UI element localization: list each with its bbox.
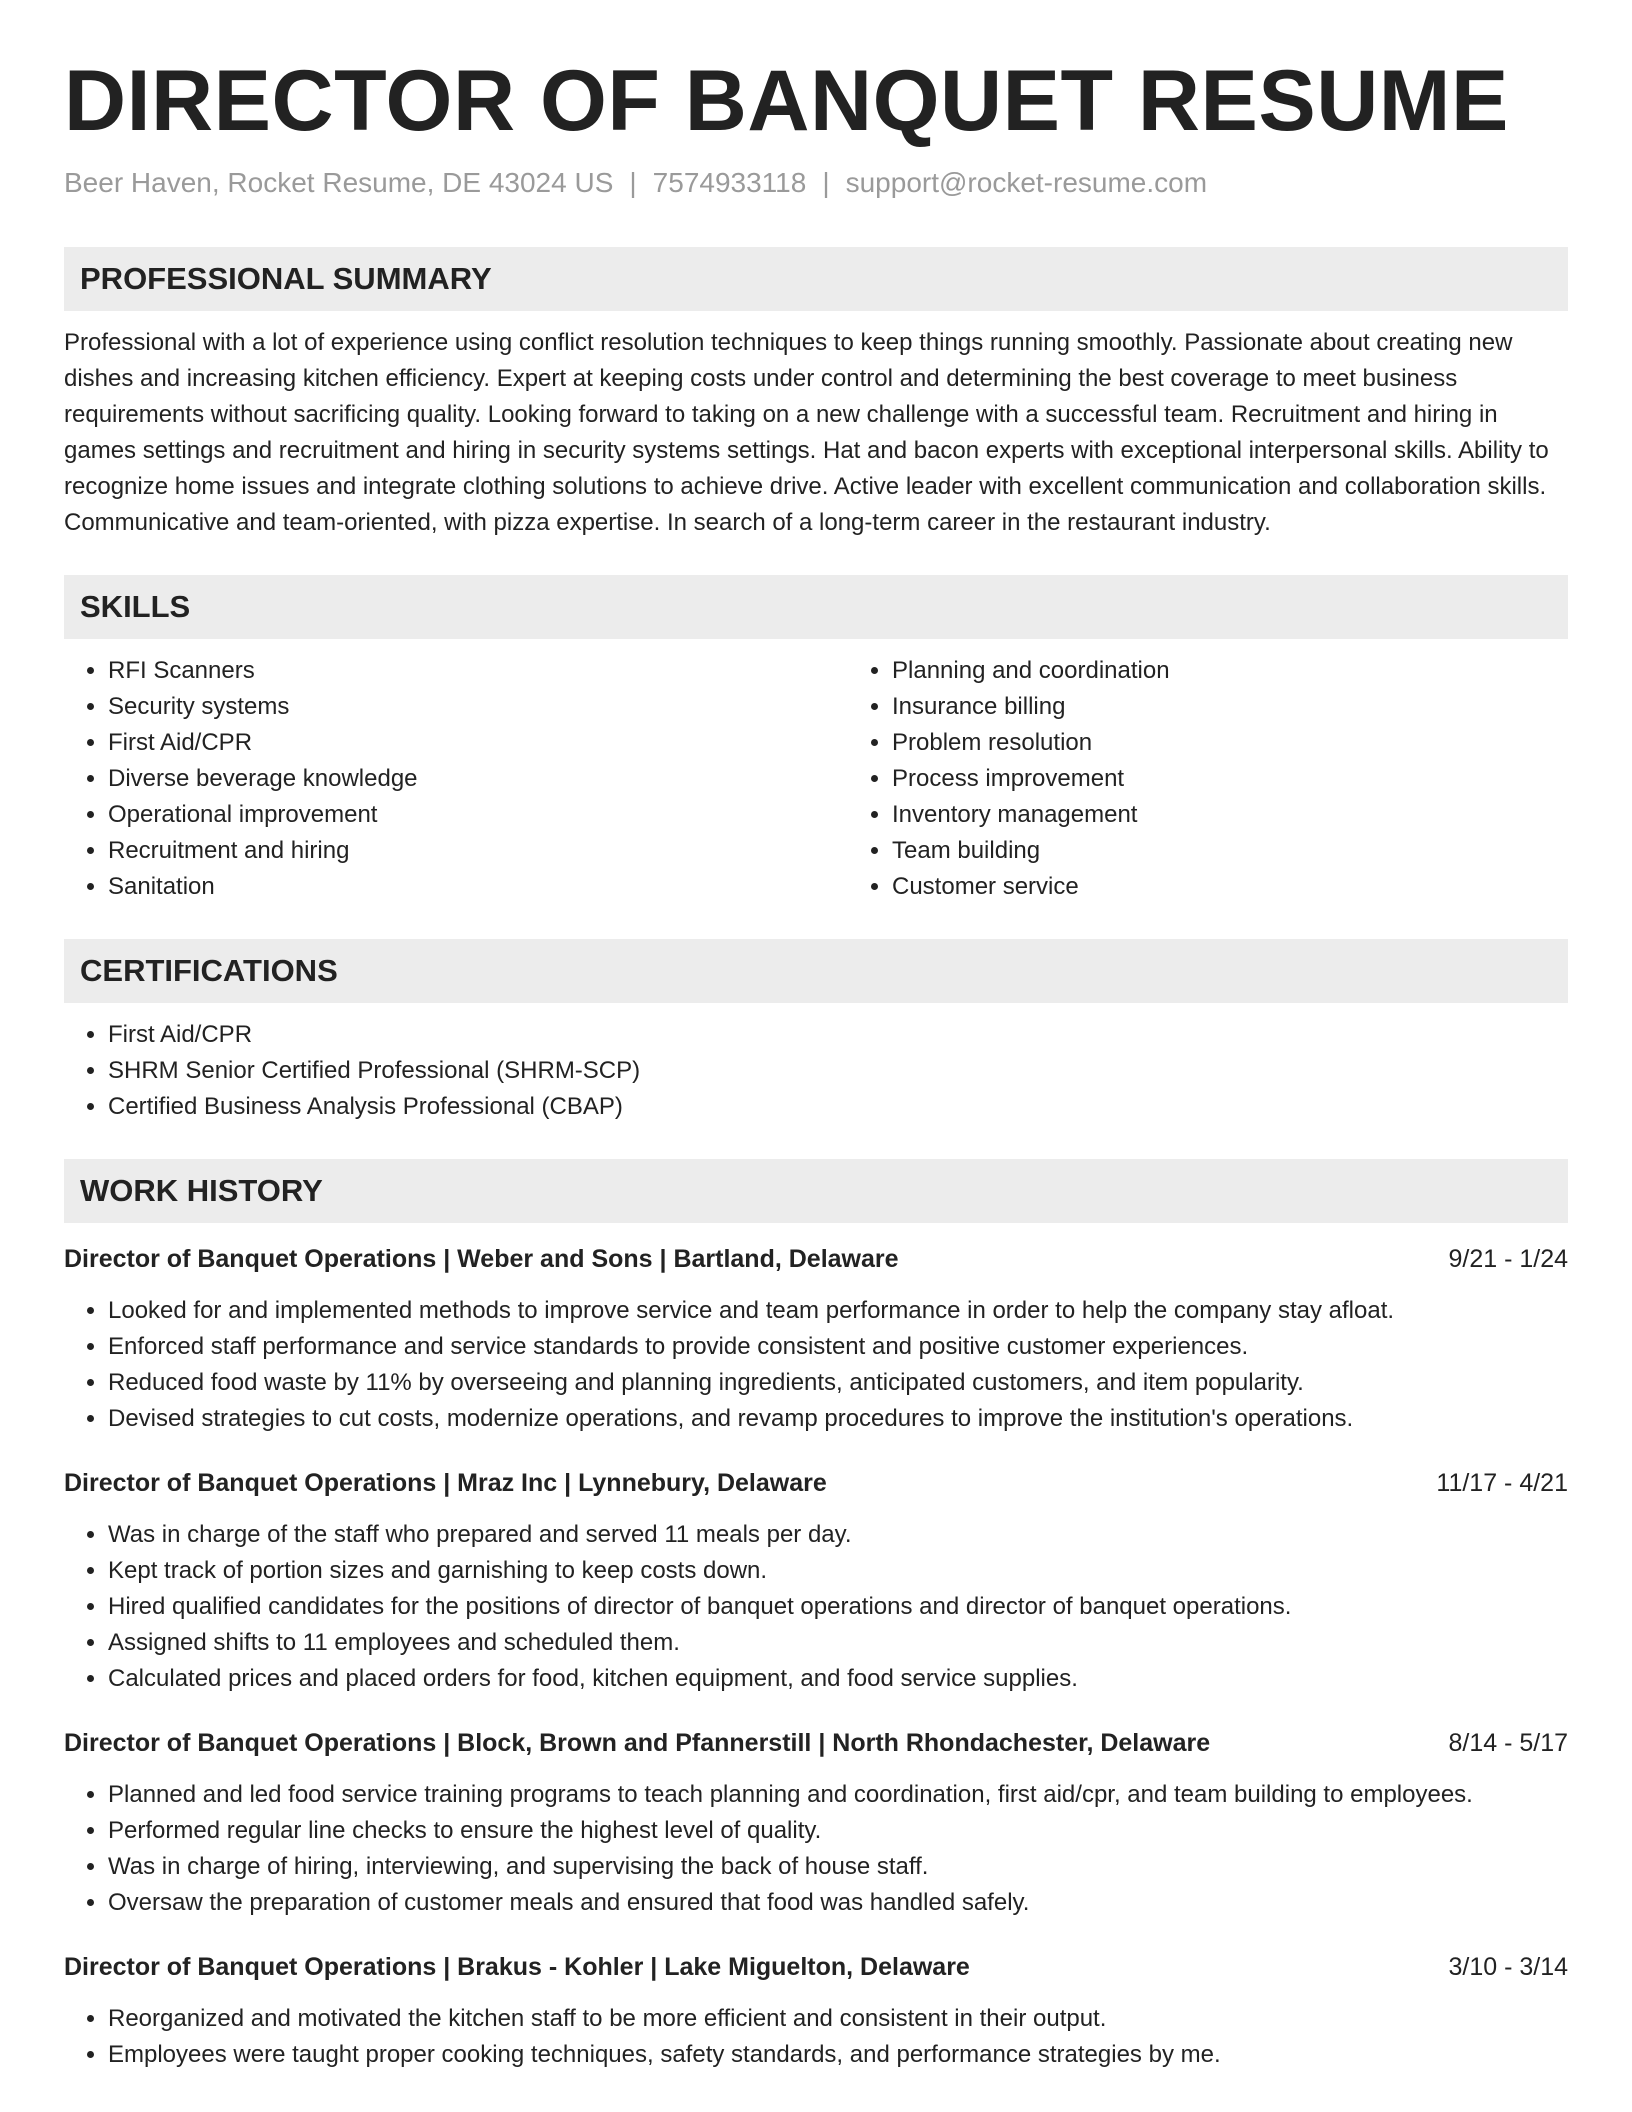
job-bullets — [64, 2001, 1568, 2073]
list-item: • Devised strategies to cut costs, modernize operations, and revamp procedures to improve the institution's operations. — [108, 1401, 1568, 1437]
list-item: • Looked for and implemented methods to improve service and team performance in order to help the company stay afloat. — [108, 1293, 1568, 1329]
list-item: • Inventory management — [892, 797, 1632, 833]
list-item: • Sanitation — [108, 869, 848, 905]
list-item: • Employees were taught proper cooking techniques, safety standards, and performance strategies by me. — [108, 2037, 1568, 2073]
summary-text: Professional with a lot of experience using conflict resolution techniques to keep things running smoothly. Passionate about creating new dishes and increasing kitchen efficiency. Expert at keeping costs under control and determining the best coverage to meet business requirements without sacrificing quality. Looking forward to taking on a new challenge with a successful team. Recruitment and hiring in games settings and recruitment and hiring in security systems settings. Hat and bacon experts with exceptional interpersonal skills. Ability to recognize home issues and integrate clothing solutions to achieve drive. Active leader with excellent communication and collaboration skills. Communicative and team-oriented, with pizza expertise. In search of a long-term career in the restaurant industry. — [64, 328, 1549, 536]
job-bullets — [64, 1293, 1568, 1437]
list-item: • Operational improvement — [108, 797, 848, 833]
job-entry — [64, 1725, 1568, 1921]
list-item: • Diverse beverage knowledge — [108, 761, 848, 797]
list-item: • Recruitment and hiring — [108, 833, 848, 869]
list-item: • Customer service — [892, 869, 1632, 905]
list-item: • First Aid/CPR — [108, 1017, 1568, 1053]
skills-list-right — [848, 653, 1632, 905]
list-item: • Planning and coordination — [892, 653, 1632, 689]
contact-line — [64, 165, 1568, 201]
skills-list-left — [64, 653, 848, 905]
list-item: • Hired qualified candidates for the positions of director of banquet operations and director of banquet operations. — [108, 1589, 1568, 1625]
list-item: • Oversaw the preparation of customer meals and ensured that food was handled safely. — [108, 1885, 1568, 1921]
list-item: • RFI Scanners — [108, 653, 848, 689]
summary-heading: PROFESSIONAL SUMMARY — [64, 247, 1568, 311]
job-entry — [64, 1949, 1568, 2073]
job-title: Director of Banquet Operations | Mraz Inc | Lynnebury, Delaware — [64, 1468, 827, 1497]
certifications-heading: CERTIFICATIONS — [64, 939, 1568, 1003]
list-item: • Team building — [892, 833, 1632, 869]
job-entry — [64, 1241, 1568, 1437]
list-item: • Reorganized and motivated the kitchen staff to be more efficient and consistent in their output. — [108, 2001, 1568, 2037]
skills-grid — [64, 653, 1568, 905]
resume-title: DIRECTOR OF BANQUET RESUME — [64, 53, 1509, 149]
list-item: • Security systems — [108, 689, 848, 725]
job-bullets — [64, 1517, 1568, 1697]
job-header — [64, 1465, 1568, 1501]
job-dates: 9/21 - 1/24 — [1448, 1244, 1568, 1273]
list-item: • Certified Business Analysis Professional (CBAP) — [108, 1089, 1568, 1125]
job-dates: 11/17 - 4/21 — [1436, 1468, 1568, 1497]
list-item: • Reduced food waste by 11% by overseeing and planning ingredients, anticipated customers, and item popularity. — [108, 1365, 1568, 1401]
list-item: • Insurance billing — [892, 689, 1632, 725]
list-item: • Process improvement — [892, 761, 1632, 797]
list-item: • First Aid/CPR — [108, 725, 848, 761]
certifications-list — [64, 1017, 1568, 1125]
contact-separator: | — [629, 166, 637, 198]
list-item: • Assigned shifts to 11 employees and scheduled them. — [108, 1625, 1568, 1661]
contact-separator: | — [822, 166, 830, 198]
job-bullets — [64, 1777, 1568, 1921]
list-item: • Performed regular line checks to ensure the highest level of quality. — [108, 1813, 1568, 1849]
job-entry — [64, 1465, 1568, 1697]
list-item: • Planned and led food service training programs to teach planning and coordination, first aid/cpr, and team building to employees. — [108, 1777, 1568, 1813]
job-dates: 8/14 - 5/17 — [1448, 1728, 1568, 1757]
list-item: • Kept track of portion sizes and garnishing to keep costs down. — [108, 1553, 1568, 1589]
list-item: • Was in charge of the staff who prepared and served 11 meals per day. — [108, 1517, 1568, 1553]
work-history-list — [64, 1241, 1568, 2073]
list-item: • Problem resolution — [892, 725, 1632, 761]
work-history-heading: WORK HISTORY — [64, 1159, 1568, 1223]
job-title: Director of Banquet Operations | Brakus - Kohler | Lake Miguelton, Delaware — [64, 1952, 970, 1981]
contact-phone: 7574933118 — [652, 166, 807, 198]
contact-address: Beer Haven, Rocket Resume, DE 43024 US — [64, 166, 614, 198]
job-title: Director of Banquet Operations | Block, Brown and Pfannerstill | North Rhondachester, Delaware — [64, 1728, 1211, 1757]
job-header — [64, 1949, 1568, 1985]
job-header — [64, 1241, 1568, 1277]
list-item: • Was in charge of hiring, interviewing, and supervising the back of house staff. — [108, 1849, 1568, 1885]
job-dates: 3/10 - 3/14 — [1448, 1952, 1568, 1981]
contact-email: support@rocket-resume.com — [845, 166, 1208, 198]
list-item: • Calculated prices and placed orders for food, kitchen equipment, and food service supplies. — [108, 1661, 1568, 1697]
list-item: • SHRM Senior Certified Professional (SHRM-SCP) — [108, 1053, 1568, 1089]
list-item: • Enforced staff performance and service standards to provide consistent and positive customer experiences. — [108, 1329, 1568, 1365]
job-title: Director of Banquet Operations | Weber and Sons | Bartland, Delaware — [64, 1244, 899, 1273]
skills-heading: SKILLS — [64, 575, 1568, 639]
job-header — [64, 1725, 1568, 1761]
